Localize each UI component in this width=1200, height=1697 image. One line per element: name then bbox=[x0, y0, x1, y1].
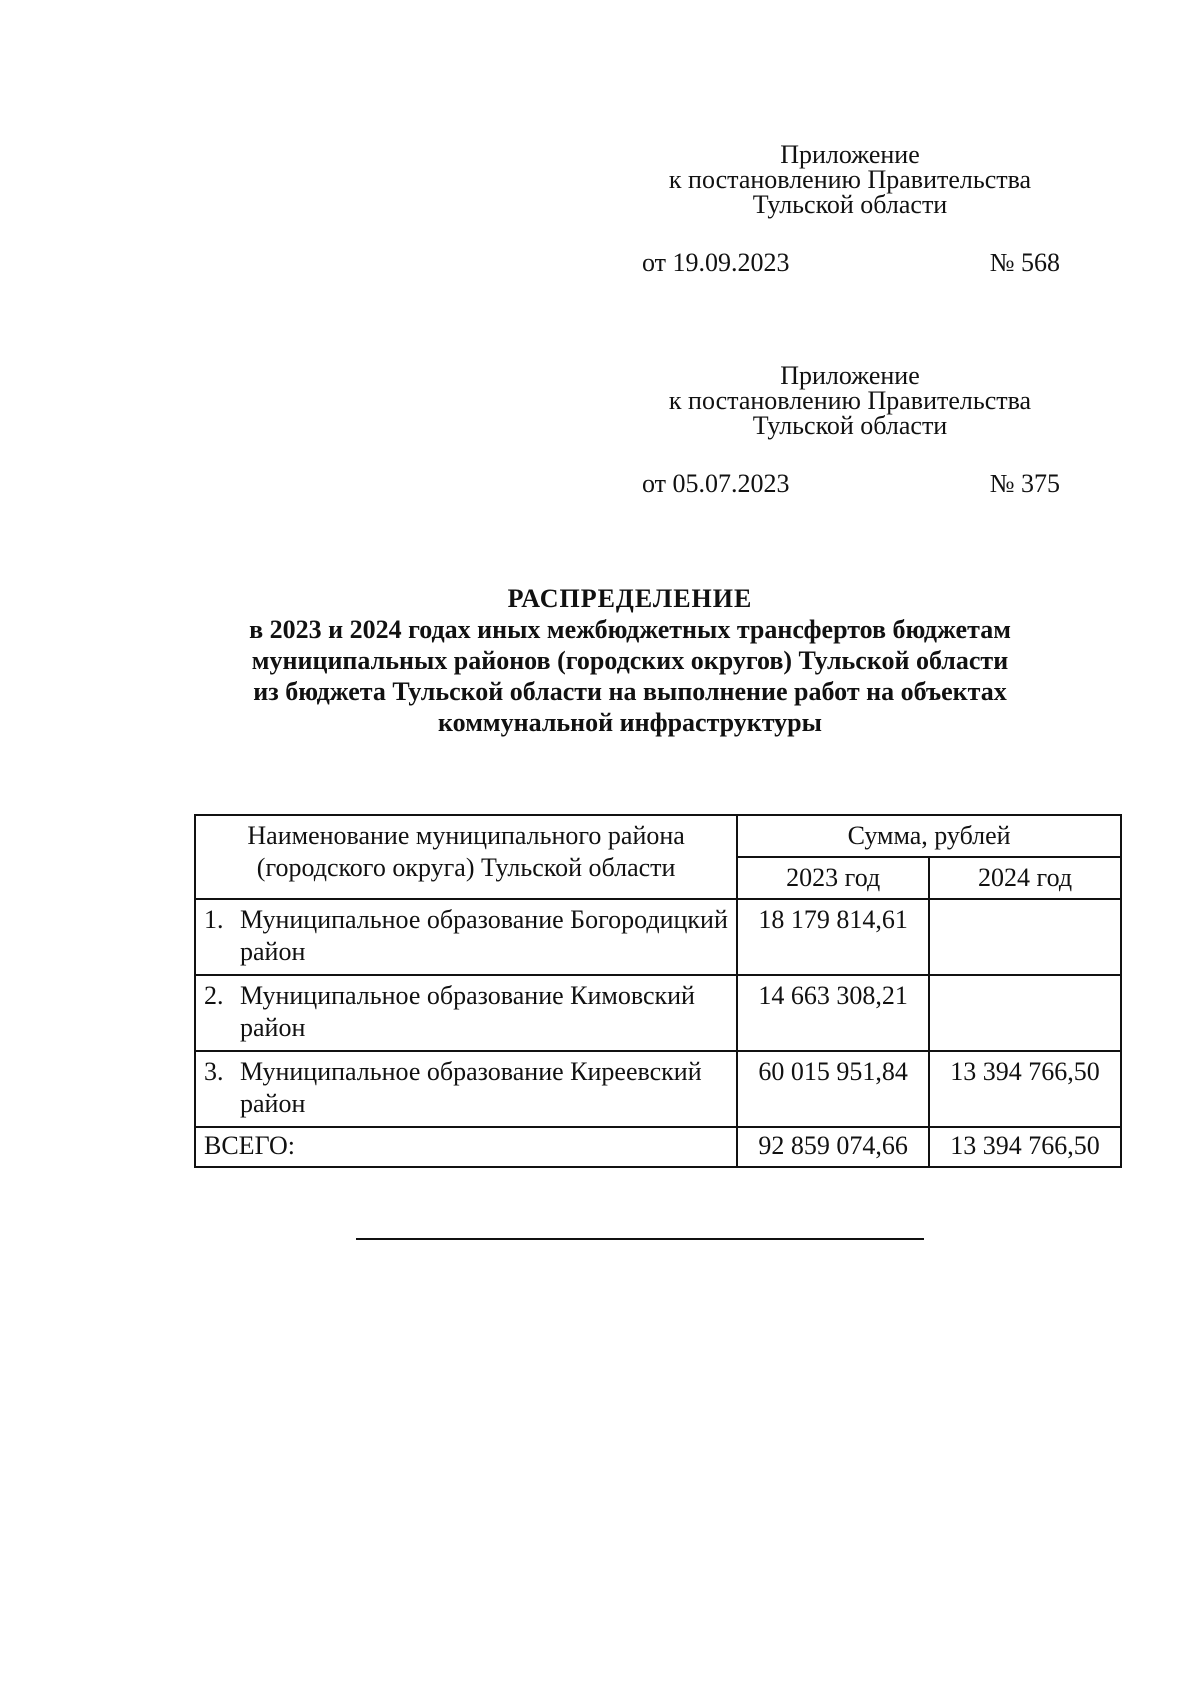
document-subtitle-line: в 2023 и 2024 годах иных межбюджетных трансфертов бюджетам bbox=[249, 615, 1011, 644]
total-2024: 13 394 766,50 bbox=[929, 1127, 1121, 1167]
amount-2023: 60 015 951,84 bbox=[737, 1051, 929, 1127]
header-year-2024: 2024 год bbox=[929, 857, 1121, 899]
municipality-name: Муниципальное образование Кимовский район bbox=[240, 981, 695, 1042]
header-sum: Сумма, рублей bbox=[737, 815, 1121, 857]
header-year-2023: 2023 год bbox=[737, 857, 929, 899]
amount-2024 bbox=[929, 975, 1121, 1051]
document-subtitle-line: муниципальных районов (городских округов) Тульской области bbox=[251, 646, 1009, 675]
table-row bbox=[195, 975, 1121, 1051]
appendix-region: Тульской области bbox=[752, 190, 948, 219]
header-municipality: Наименование муниципального района (городского округа) Тульской области bbox=[195, 815, 737, 899]
municipality-cell bbox=[195, 975, 737, 1051]
document-subtitle-line: из бюджета Тульской области на выполнение работ на объектах bbox=[253, 677, 1007, 706]
table-total-row bbox=[195, 1127, 1121, 1167]
total-2023: 92 859 074,66 bbox=[737, 1127, 929, 1167]
row-number: 1. bbox=[204, 905, 224, 934]
municipality-name: Муниципальное образование Богородицкий район bbox=[240, 905, 728, 966]
resolution-number: № 568 bbox=[989, 248, 1060, 277]
amount-2024: 13 394 766,50 bbox=[929, 1051, 1121, 1127]
municipality-cell bbox=[195, 1051, 737, 1127]
document-subtitle-line: коммунальной инфраструктуры bbox=[438, 708, 822, 737]
municipality-name: Муниципальное образование Киреевский район bbox=[240, 1057, 702, 1118]
amount-2023: 14 663 308,21 bbox=[737, 975, 929, 1051]
resolution-date: от 19.09.2023 bbox=[642, 248, 790, 277]
appendix-resolution-ref: к постановлению Правительства bbox=[668, 165, 1032, 194]
document-heading bbox=[180, 583, 1080, 738]
end-of-document-rule bbox=[356, 1238, 924, 1240]
amount-2024 bbox=[929, 899, 1121, 975]
amount-2023: 18 179 814,61 bbox=[737, 899, 929, 975]
appendix-label: Приложение bbox=[780, 140, 920, 169]
appendix-header-previous bbox=[640, 363, 1060, 438]
table-row bbox=[195, 899, 1121, 975]
table-header-row bbox=[195, 815, 1121, 857]
appendix-region: Тульской области bbox=[752, 411, 948, 440]
document-title: РАСПРЕДЕЛЕНИЕ bbox=[507, 584, 753, 613]
appendix-resolution-ref: к постановлению Правительства bbox=[668, 386, 1032, 415]
row-number: 2. bbox=[204, 981, 224, 1010]
resolution-number: № 375 bbox=[989, 469, 1060, 498]
total-label: ВСЕГО: bbox=[195, 1127, 737, 1167]
row-number: 3. bbox=[204, 1057, 224, 1086]
appendix-label: Приложение bbox=[780, 361, 920, 390]
appendix-header-current bbox=[640, 142, 1060, 217]
resolution-date: от 05.07.2023 bbox=[642, 469, 790, 498]
municipality-cell bbox=[195, 899, 737, 975]
distribution-table bbox=[194, 814, 1122, 1168]
table-row bbox=[195, 1051, 1121, 1127]
